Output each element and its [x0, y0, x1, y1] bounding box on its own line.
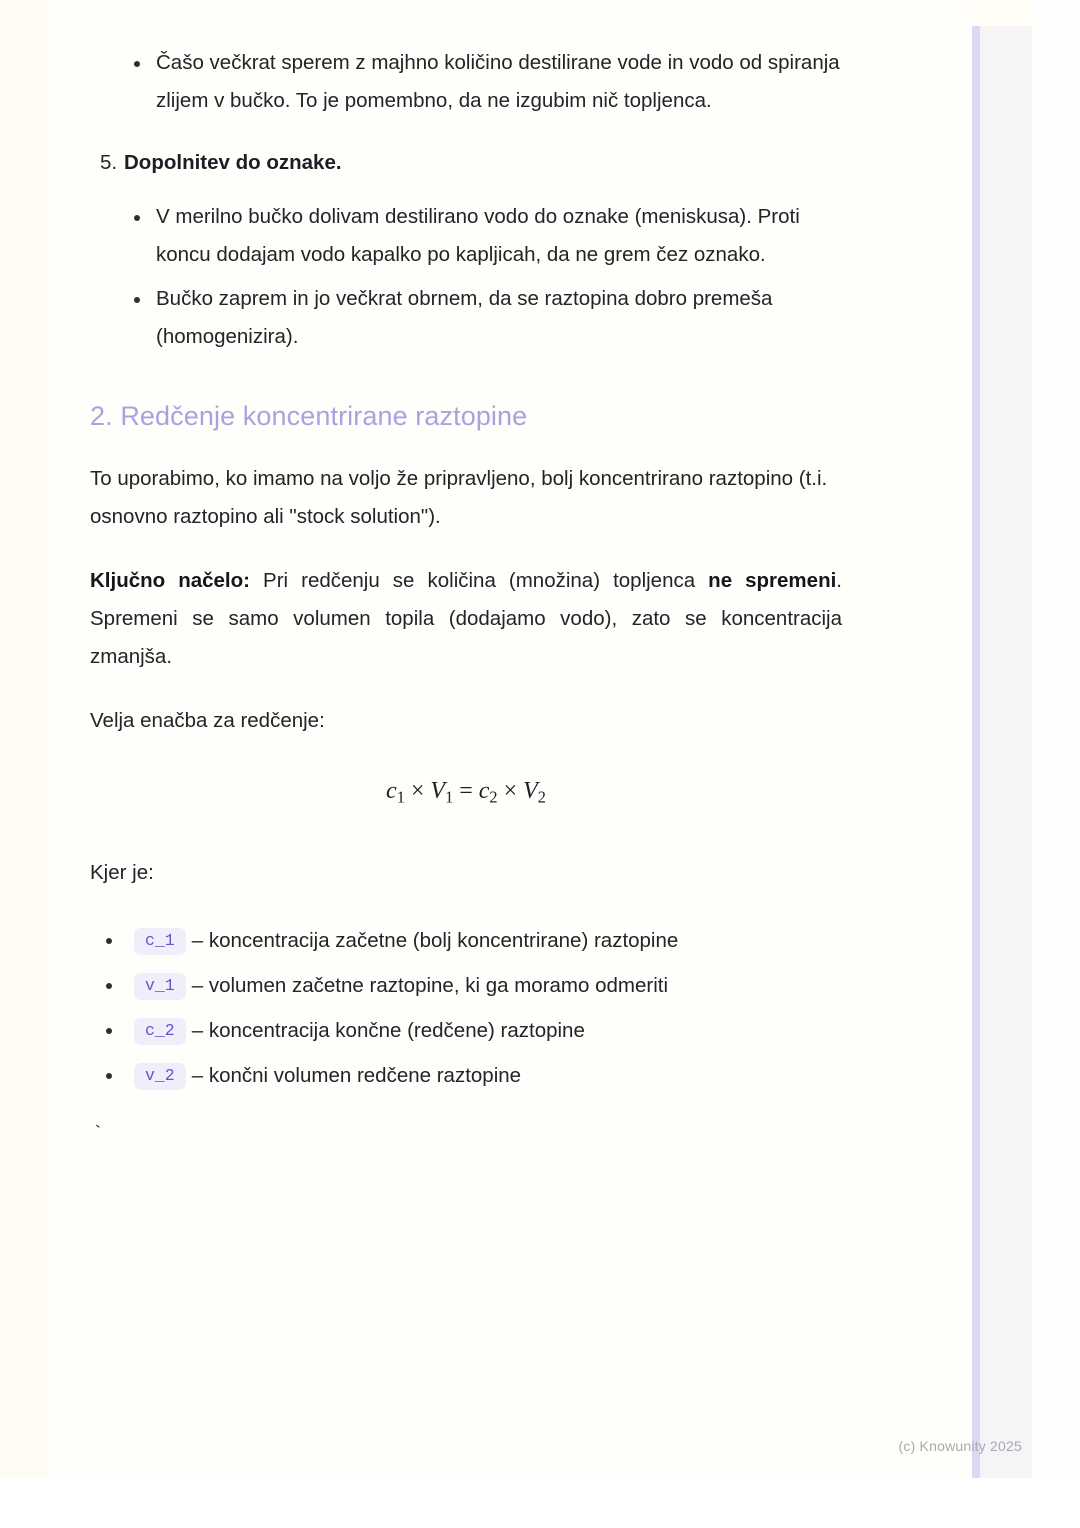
stray-backtick-character: ` — [92, 1122, 104, 1145]
equation-times-2: × — [503, 778, 518, 804]
section-intro-paragraph: To uporabimo, ko imamo na voljo že pripravljeno, bolj koncentrirano raztopino (t.i. osnovno raztopino ali "stock solution"). — [90, 467, 828, 528]
equation-symbol-v1: V — [430, 778, 446, 804]
equation-subscript-v2: 2 — [537, 787, 546, 807]
equation-symbol-v2: V — [523, 778, 538, 804]
legend-intro-text: Kjer je: — [90, 860, 154, 884]
code-chip: v_2 — [134, 1063, 186, 1090]
list-item — [90, 918, 842, 963]
list-item — [90, 1008, 842, 1053]
list-item: V merilno bučko dolivam destilirano vodo do oznake (meniskusa). Proti koncu dodajam vodo kapalko po kapljicah, da ne grem čez oznako. — [90, 198, 842, 274]
equation-times-1: × — [410, 778, 425, 804]
page-bottom-whitespace — [0, 1478, 1080, 1528]
list-item — [90, 963, 842, 1008]
right-white-gutter — [1032, 0, 1080, 1478]
equation-intro-text: Velja enačba za redčenje: — [90, 709, 325, 732]
principle-emphasis: ne spremeni — [708, 569, 837, 592]
document-body — [90, 44, 842, 1144]
principle-text-part-two: . Spremeni se samo volumen topila (dodajamo vodo), zato se koncentracija zmanjša. — [90, 569, 842, 668]
vertical-accent-rule — [972, 26, 980, 1478]
code-chip: c_1 — [134, 928, 186, 955]
top-bullet-list — [90, 44, 842, 120]
code-chip: c_2 — [134, 1018, 186, 1045]
variable-description: – koncentracija končne (redčene) raztopine — [191, 1018, 585, 1042]
variable-description: – končni volumen redčene raztopine — [191, 1063, 522, 1087]
list-item — [90, 1053, 842, 1098]
variable-legend-list — [90, 918, 842, 1098]
principle-text-part-one: Pri redčenju se količina (množina) topljenca — [249, 569, 709, 592]
footer-credit: (c) Knowunity 2025 — [898, 1438, 1022, 1454]
equation-equals: = — [459, 778, 473, 804]
equation-symbol-c1: c — [386, 778, 397, 804]
code-chip: v_1 — [134, 973, 186, 1000]
step-number: 5. — [100, 151, 118, 174]
section-heading: 2. Redčenje koncentrirane raztopine — [90, 401, 528, 431]
equation-symbol-c2: c — [478, 778, 490, 804]
equation-subscript-c2: 2 — [489, 787, 498, 807]
step-title: Dopolnitev do oznake. — [124, 151, 342, 174]
numbered-step-5 — [90, 144, 842, 182]
left-margin-strip — [0, 0, 48, 1478]
equation-subscript-v1: 1 — [445, 787, 454, 807]
list-item: Čašo večkrat sperem z majhno količino destilirane vode in vodo od spiranja zlijem v bučko. To je pomembno, da ne izgubim nič topljenca. — [90, 44, 842, 120]
dilution-equation — [90, 778, 842, 808]
step-bullet-list — [90, 198, 842, 356]
right-side-panel — [980, 26, 1032, 1478]
variable-description: – volumen začetne raztopine, ki ga moramo odmeriti — [191, 973, 669, 997]
variable-description: – koncentracija začetne (bolj koncentrirane) raztopine — [191, 928, 679, 952]
list-item: Bučko zaprem in jo večkrat obrnem, da se raztopina dobro premeša (homogenizira). — [90, 280, 842, 356]
principle-lead-label: Ključno načelo: — [90, 569, 250, 592]
equation-subscript-c1: 1 — [396, 787, 405, 807]
key-principle-paragraph — [90, 562, 842, 676]
